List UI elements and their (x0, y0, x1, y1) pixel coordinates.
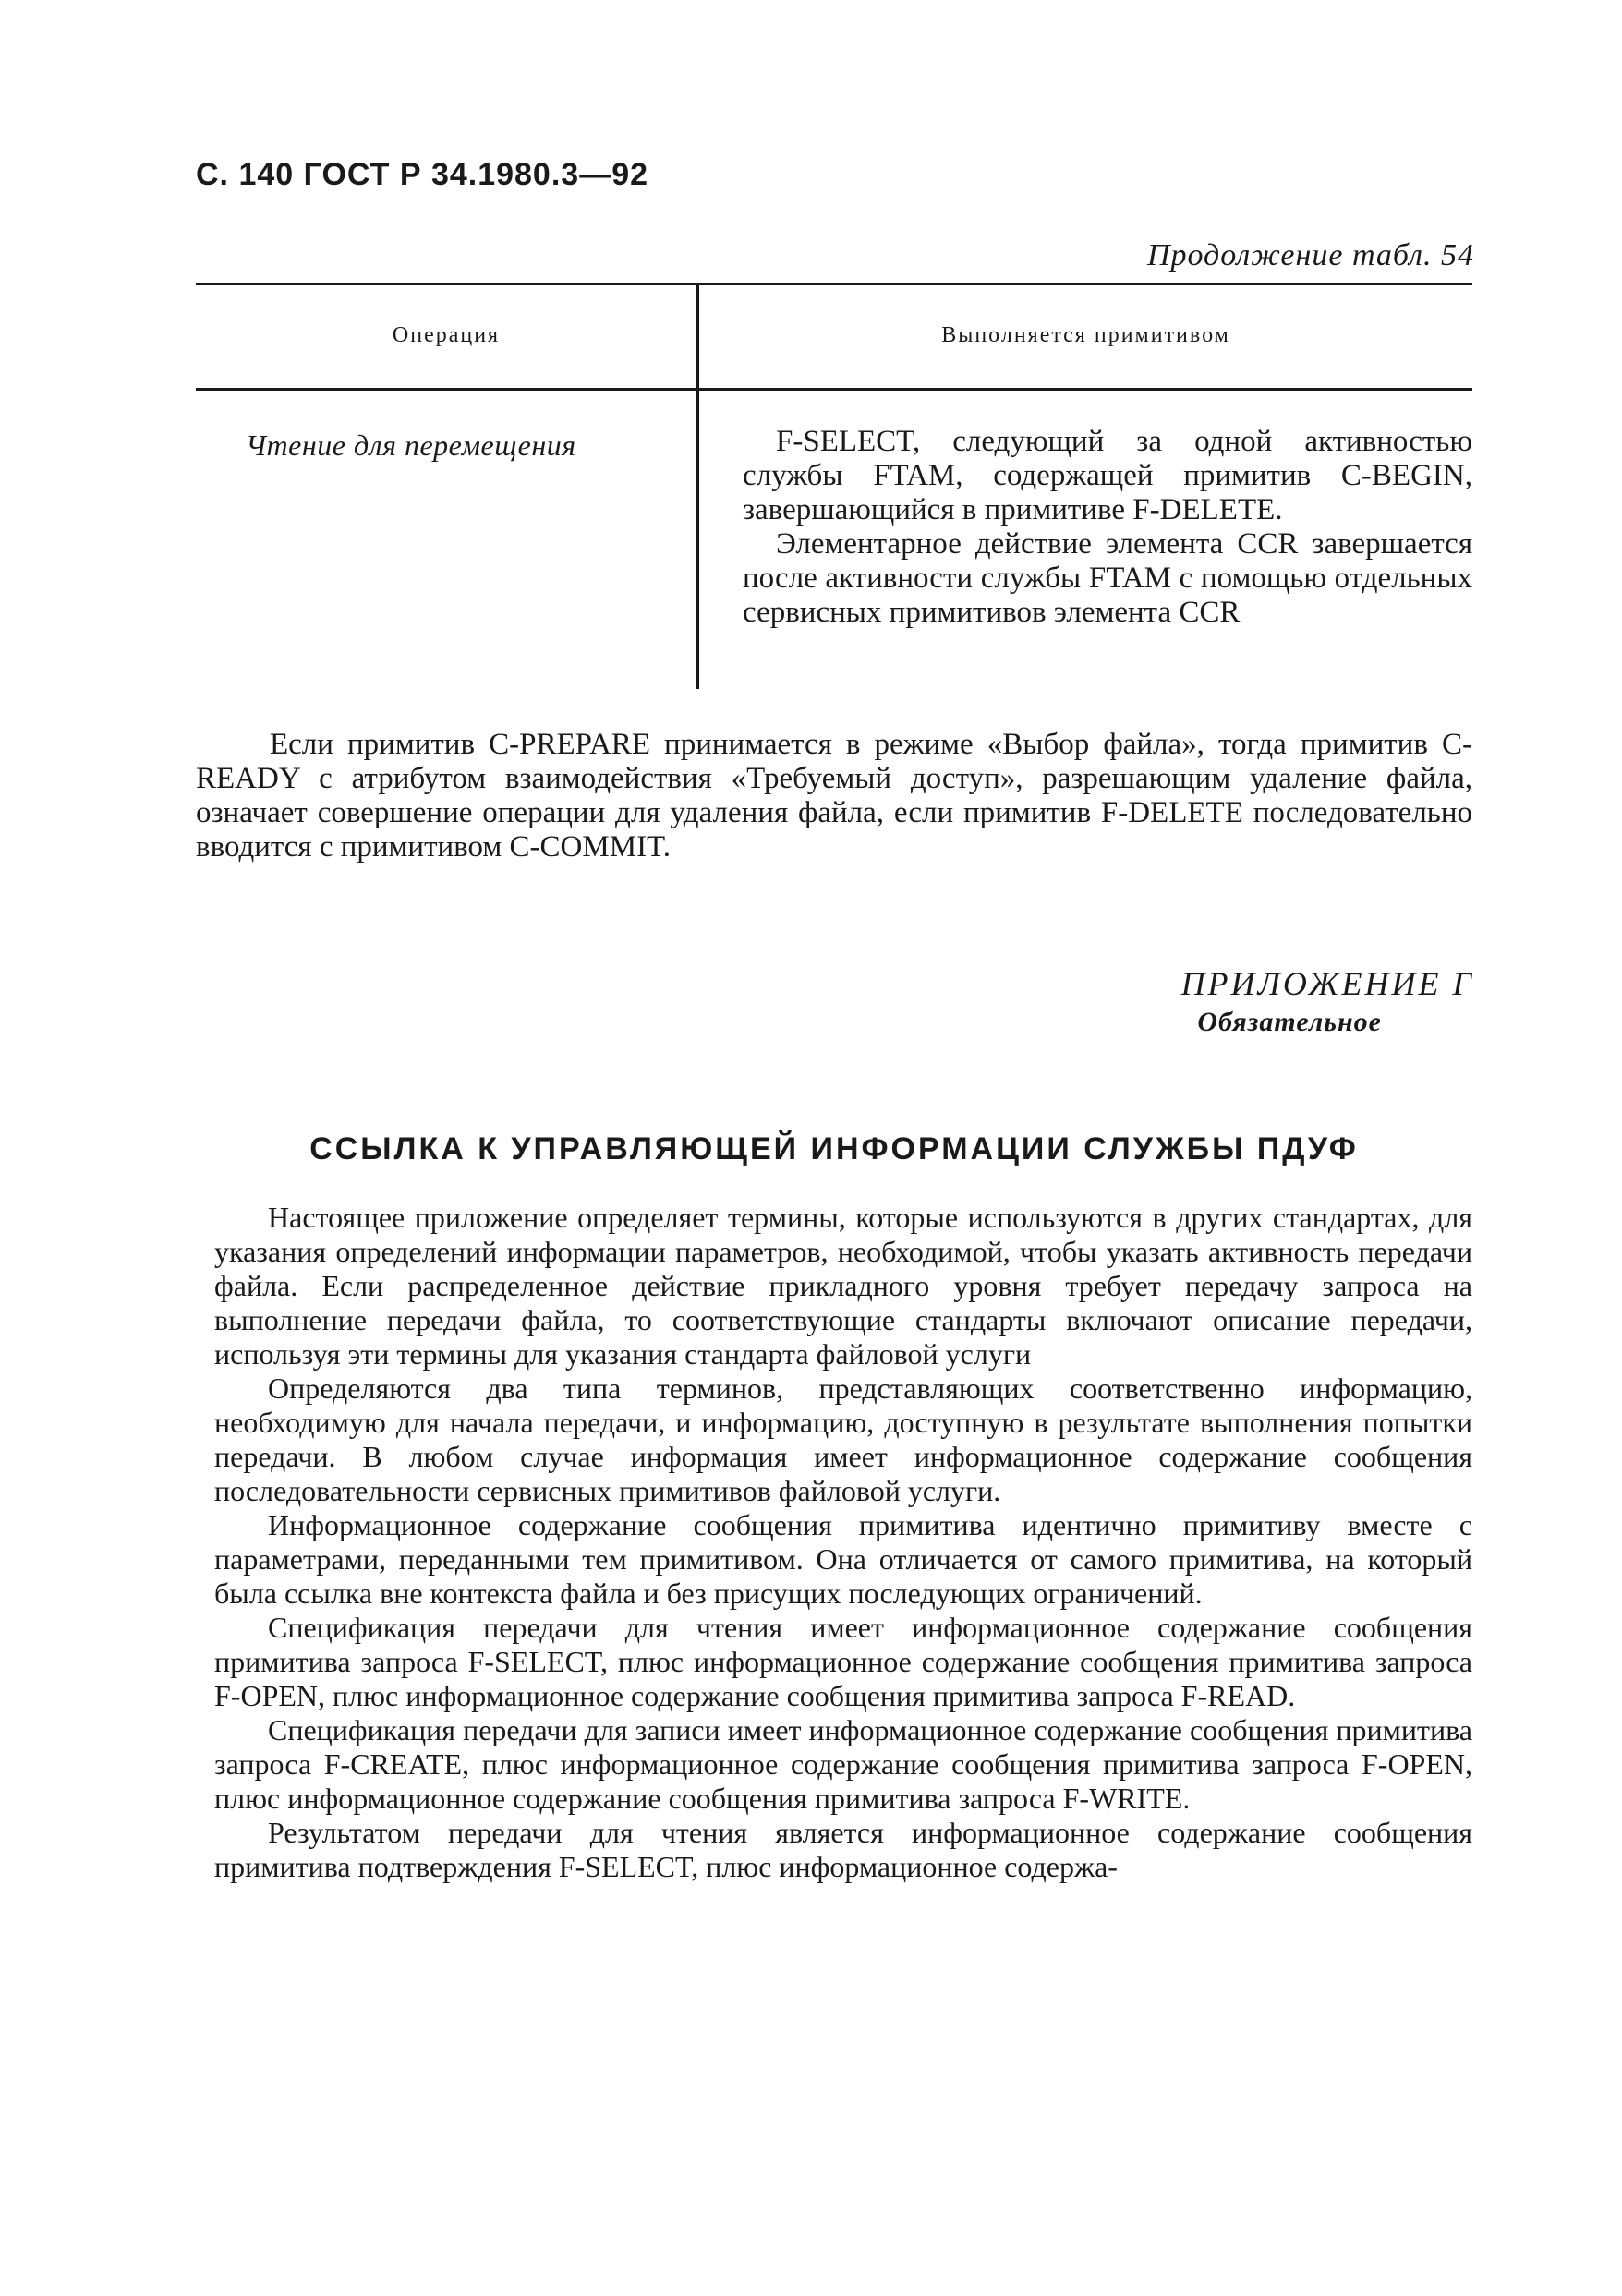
appendix-subtitle: Обязательное (1197, 1007, 1382, 1037)
appendix-title: ПРИЛОЖЕНИЕ Г (1180, 965, 1474, 1002)
paragraph: Настоящее приложение определяет термины, которые используются в других стандартах, для указания определений информации параметров, необходимой, чтобы указать активность передачи файла. Если распределенное действие прикладного уровня требует передачу запроса на выполнение передачи файла, то соответствующие стандарты включают описание передачи, используя эти термины для указания стандарта файловой услуги (214, 1201, 1472, 1371)
paragraph: Информационное содержание сообщения примитива идентично примитиву вместе с параметрами, переданными тем примитивом. Она отличается от самого примитива, на который была ссылка вне контекста файла и без присущих последующих ограничений. (214, 1508, 1472, 1610)
cell-primitive-paragraph: F-SELECT, следующий за одной активностью службы FTAM, содержащей примитив C-BEGIN, завершающийся в примитиве F-DELETE. (743, 425, 1472, 526)
body-text (214, 1201, 1472, 1884)
table-54 (196, 283, 1472, 689)
column-header-primitive: Выполняется примитивом (941, 323, 1230, 347)
cell-operation: Чтение для перемещения (246, 429, 576, 462)
cell-primitive (743, 425, 1472, 630)
page-header: С. 140 ГОСТ Р 34.1980.3—92 (196, 157, 649, 192)
paragraph: Результатом передачи для чтения является информационное содержание сообщения примитива подтверждения F-SELECT, плюс информационное содержа- (214, 1816, 1472, 1883)
paragraph: Спецификация передачи для записи имеет информационное содержание сообщения примитива запроса F-CREATE, плюс информационное содержание сообщения примитива запроса F-OPEN, плюс информационное содержание сообщения примитива запроса F-WRITE. (214, 1713, 1472, 1815)
table-top-rule (196, 283, 1472, 285)
paragraph: Если примитив C-PREPARE принимается в режиме «Выбор файла», тогда примитив C-READY с атрибутом взаимодействия «Требуемый доступ», разрешающим удаление файла, означает совершение операции для удаления файла, если примитив F-DELETE последовательно вводится с примитивом C-COMMIT. (196, 728, 1472, 864)
section-heading: ССЫЛКА К УПРАВЛЯЮЩЕЙ ИНФОРМАЦИИ СЛУЖБЫ ПДУФ (309, 1131, 1359, 1166)
cell-primitive-paragraph: Элементарное действие элемента CCR завершается после активности службы FTAM с помощью отдельных сервисных примитивов элемента CCR (743, 527, 1472, 629)
table-continuation-label: Продолжение табл. 54 (1146, 238, 1474, 272)
column-header-operation: Операция (392, 323, 501, 347)
paragraph: Спецификация передачи для чтения имеет информационное содержание сообщения примитива запроса F-SELECT, плюс информационное содержание сообщения примитива запроса F-OPEN, плюс информационное содержание сообщения примитива запроса F-READ. (214, 1611, 1472, 1712)
paragraph: Определяются два типа терминов, представляющих соответственно информацию, необходимую для начала передачи, и информацию, доступную в результате выполнения попытки передачи. В любом случае информация имеет информационное содержание сообщения последовательности сервисных примитивов файловой услуги. (214, 1372, 1472, 1507)
post-table-text (196, 728, 1472, 864)
table-header-rule (196, 388, 1472, 391)
